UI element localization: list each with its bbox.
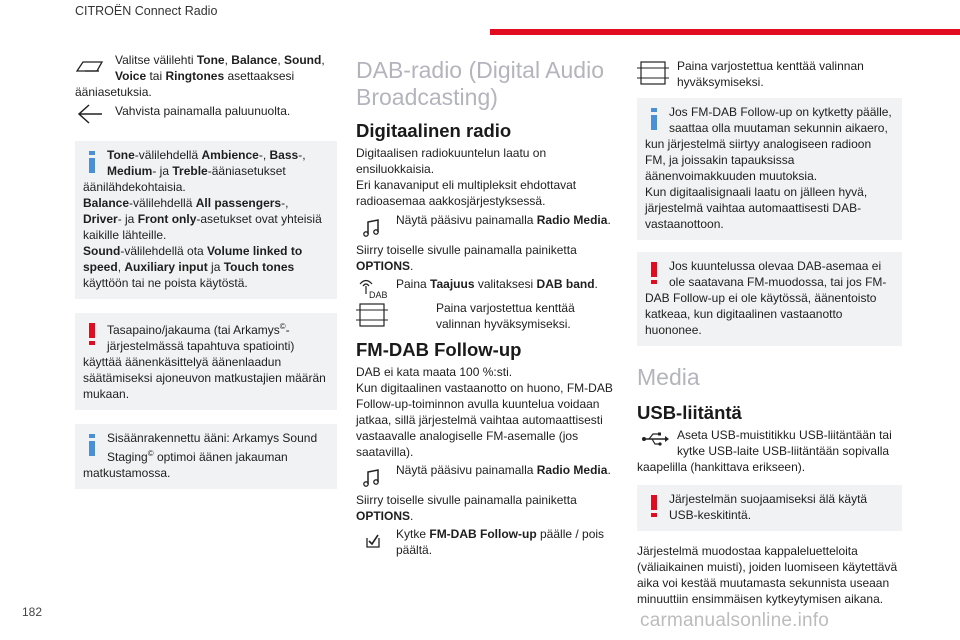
info-box-sound-staging: [75, 424, 337, 489]
confirm-text: Vahvista painamalla paluunuolta.: [115, 104, 291, 118]
sound-staging-text: Sisäänrakennettu ääni: Arkamys Sound Staging© optimoi äänen jakauman matkustamossa.: [83, 431, 318, 480]
info-icon: [89, 434, 95, 456]
warning-icon: [651, 262, 657, 284]
info-box-follow-up: [637, 98, 902, 240]
follow-up-text: DAB ei kata maata 100 %:sti. Kun digitaalinen vastaanotto on huono, FM-DAB Follow-up-toiminnon avulla kuuntelua voidaan jatkaa, sillä järjestelmä vaihtaa automaattisesti vastaavalle analogiselle FM-asemalle (jos saatavilla).: [356, 365, 613, 459]
radio-media-text: Näytä pääsivu painamalla Radio Media.: [396, 213, 611, 227]
playlist-text: Järjestelmä muodostaa kappaleluetteloita (väliaikainen muisti), joiden luomiseen käytettävä aika voi kestää muutamasta sekunnista useaan minuuttiin ensimmäisen kytkeytymisen aikana.: [637, 544, 898, 606]
info-box-arkamys: [75, 313, 337, 410]
warning-box-dab: [637, 252, 902, 346]
confirm-field-text: Paina varjostettua kenttää valinnan hyväksymiseksi.: [436, 301, 575, 331]
usb-icon: [641, 431, 669, 447]
follow-up-info-text: Jos FM-DAB Follow-up on kytketty päälle, saattaa olla muutaman sekunnin aikaero, kun järjestelmä siirtyy analogiseen radioon FM, ja joissakin tapauksissa äänenvoimakkuuden muutoksia. Kun digitaalisignaali laatu on jälleen hyvä, järjestelmä vaihtaa automaattisesti DAB-vastaanottoon.: [645, 105, 892, 231]
column-1: [75, 52, 337, 489]
confirm-step: [75, 103, 337, 121]
options-text: Siirry toiselle sivulle painamalla painiketta OPTIONS.: [356, 243, 577, 273]
section-title-dab: DAB-radio (Digital Audio Broadcasting): [356, 57, 605, 110]
music-note-icon: [362, 468, 382, 488]
back-arrow-icon: [75, 103, 105, 125]
options-text-2: Siirry toiselle sivulle painamalla painiketta OPTIONS.: [356, 493, 577, 523]
checkbox-icon: [364, 532, 382, 550]
info-icon: [651, 108, 657, 130]
tab-select-step: [75, 52, 337, 100]
info-sound-tabs-text: Tone-välilehdellä Ambience-, Bass-, Medium- ja Treble-ääniasetukset äänilähdekohtaisia. Balance-välilehdellä All passengers-, Driver- ja Front only-asetukset ovat yhteisiä kaikille lähteille. Sound-välilehdellä ota Volume linked to speed, Auxiliary input ja Touch tones käyttöön tai ne poista käytöstä.: [83, 148, 322, 290]
section-title-media: Media: [637, 364, 700, 390]
dab-band-step: [356, 276, 618, 300]
column-2: [356, 57, 618, 558]
usb-text: Aseta USB-muistitikku USB-liitäntään tai kytke USB-laite USB-liitäntään sopivalla kaapelilla (hankittava erikseen).: [637, 428, 892, 474]
radio-media-step: [356, 212, 618, 230]
confirm-field-step-2: [637, 58, 902, 90]
shaded-field-icon: [637, 58, 669, 88]
heading-fm-dab-follow-up: FM-DAB Follow-up: [356, 339, 522, 360]
warning-icon: [651, 495, 657, 517]
dab-warning-text: Jos kuuntelussa olevaa DAB-asemaa ei ole saatavana FM-muodossa, tai jos FM-DAB Follow-up ei ole käytössä, äänentoisto katkeaa, kun digitaalinen vastaanotto huononee.: [645, 259, 887, 337]
radio-media-text-2: Näytä pääsivu painamalla Radio Media.: [396, 463, 611, 477]
dab-signal-icon: [356, 276, 390, 300]
column-3: [637, 58, 902, 607]
watermark: carmanualsonline.info: [640, 610, 830, 631]
usb-warning-text: Järjestelmän suojaamiseksi älä käytä USB-keskitintä.: [669, 492, 868, 522]
arkamys-text: Tasapaino/jakauma (tai Arkamys©-järjestelmässä tapahtuva spatiointi) käyttää äänenkäsittelyä äänenlaadun säätämiseksi ajoneuvon matkustajien määrän mukaan.: [83, 322, 326, 401]
header-accent-bar: [490, 29, 960, 35]
shaded-field-icon: [356, 300, 388, 330]
heading-digital-radio: Digitaalinen radio: [356, 120, 512, 141]
confirm-field-step: [356, 300, 618, 332]
dab-band-text: Paina Taajuus valitaksesi DAB band.: [396, 277, 598, 291]
tab-icon: [75, 58, 105, 74]
running-header: CITROËN Connect Radio: [75, 4, 218, 18]
confirm-field-text-2: Paina varjostettua kenttää valinnan hyväksymiseksi.: [677, 59, 864, 89]
follow-up-toggle-step: [356, 526, 618, 558]
svg-text:DAB: DAB: [369, 290, 388, 300]
follow-up-toggle-text: Kytke FM-DAB Follow-up päälle / pois päältä.: [396, 527, 605, 557]
warning-icon: [89, 323, 95, 345]
music-note-icon: [362, 218, 382, 238]
warning-box-usb: [637, 485, 902, 531]
info-box-sound-tabs: [75, 141, 337, 299]
info-icon: [89, 151, 95, 173]
tab-select-text: Valitse välilehti Tone, Balance, Sound, Voice tai Ringtones asettaaksesi ääniasetuksia.: [75, 53, 325, 99]
page-number: 182: [22, 605, 43, 619]
usb-step: [637, 427, 902, 475]
heading-usb: USB-liitäntä: [637, 402, 742, 423]
radio-media-step-2: [356, 462, 618, 480]
digital-radio-text: Digitaalisen radiokuuntelun laatu on ensiluokkaisia. Eri kanavaniput eli multipleksit ehdottavat radioasemaa aakkosjärjestyksessä.: [356, 146, 577, 208]
